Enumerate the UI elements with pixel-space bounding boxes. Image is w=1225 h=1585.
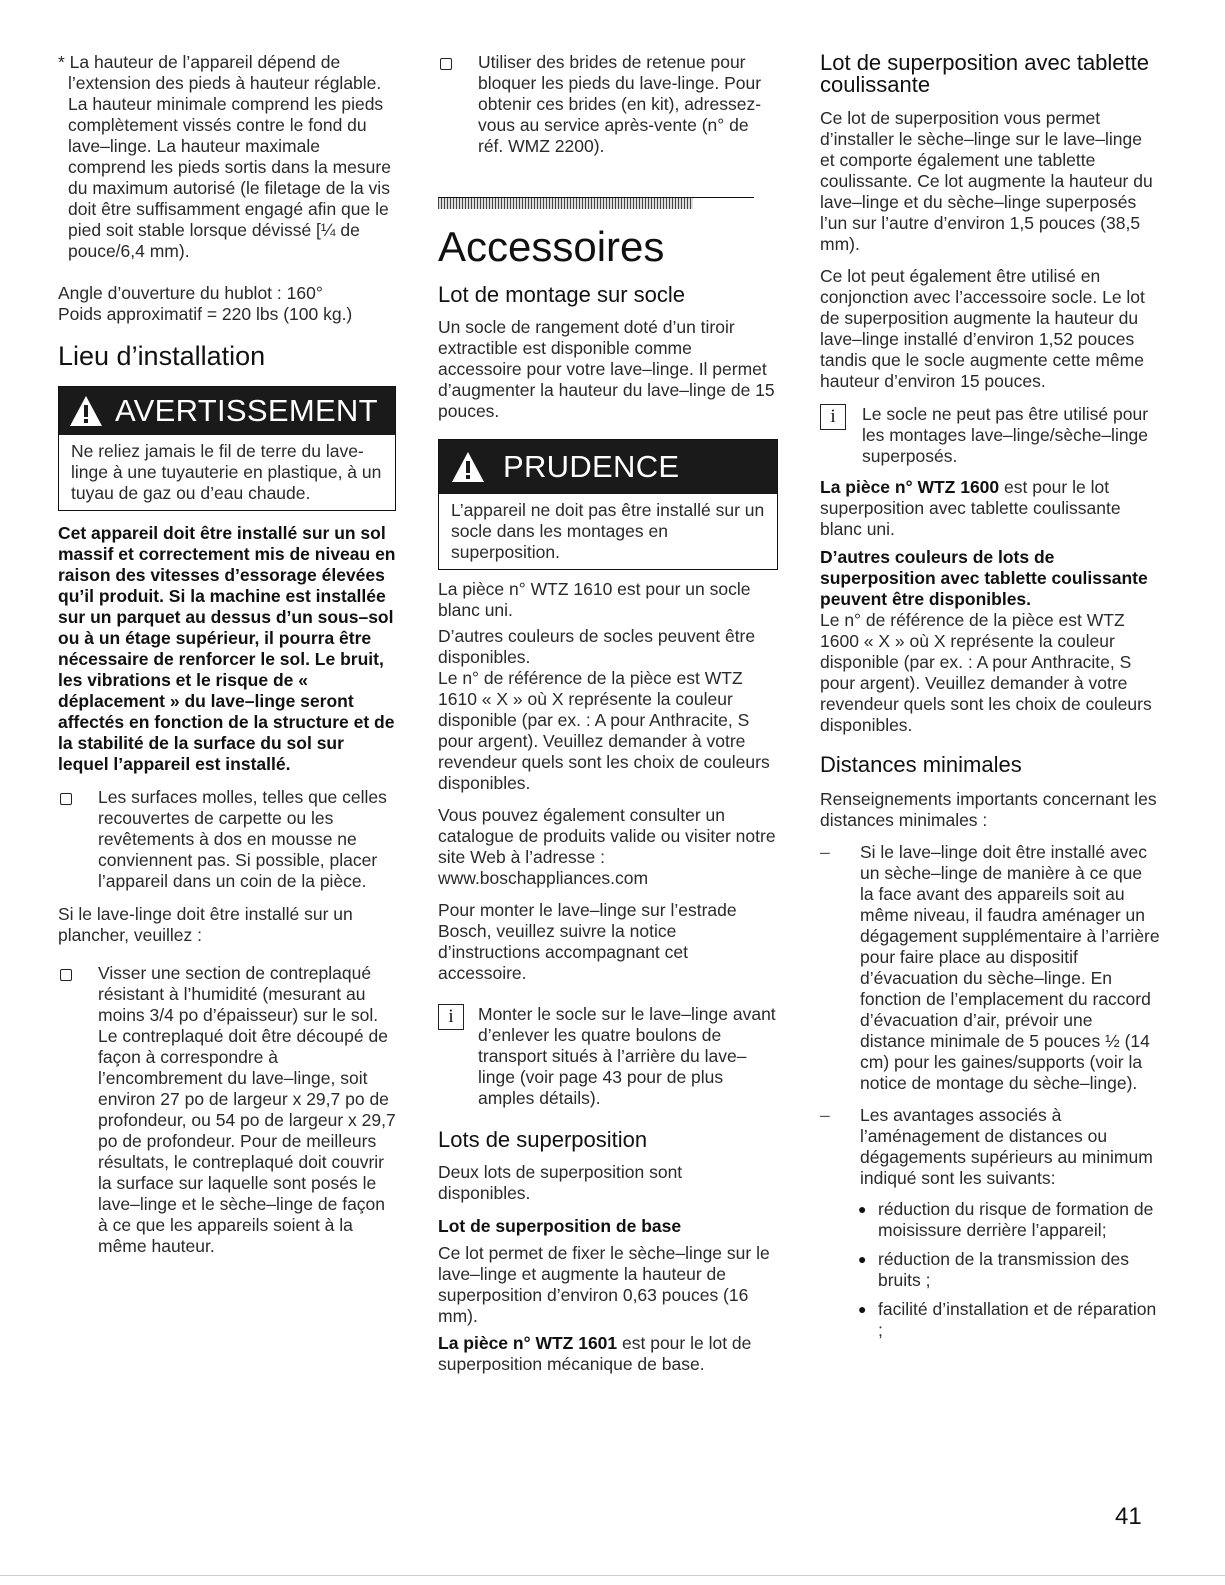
bullet-text: facilité d’installation et de réparation ;: [878, 1299, 1157, 1340]
subheading-basic-stacking-kit: Lot de superposition de base: [438, 1216, 682, 1236]
bullet-item: [858, 1199, 1160, 1241]
pedestal-text: Un socle de rangement doté d’un tiroir extractible est disponible comme accessoire pour votre lave–linge. Il permet d’augmenter la hauteur du lave–linge de 15 pouces.: [438, 317, 775, 421]
checkbox-item-soft-surfaces: [58, 787, 396, 892]
info-icon: i: [820, 404, 846, 430]
bullet-marker: ●: [858, 1251, 867, 1267]
divider-line: [438, 197, 754, 198]
caution-body: [439, 494, 777, 569]
floor-note: Si le lave-linge doit être installé sur un plancher, veuillez :: [58, 904, 353, 945]
door-angle-text: Angle d’ouverture du hublot : 160°: [58, 283, 323, 303]
caution-title: PRUDENCE: [503, 449, 680, 484]
height-footnote: * La hauteur de l’appareil dépend de l’extension des pieds à hauteur réglable. La hauteur minimale comprend les pieds complètement vissés contre le fond du lave–linge. La hauteur maximale comprend les pieds sortis dans la mesure du maximum autorisé (le filetage de la vis doit être suffisamment engagé afin que le pied soit stable lorsque dévissé [¼ de pouce/6,4 mm).: [58, 52, 391, 261]
column-left: [58, 52, 396, 1257]
warning-body: [59, 435, 395, 510]
bullet-item: [858, 1249, 1160, 1291]
checkbox-item-brackets: [438, 52, 778, 157]
stacking-kits-text: Deux lots de superposition sont disponibles.: [438, 1162, 683, 1203]
bullet-item: [858, 1299, 1160, 1341]
info-text: Monter le socle sur le lave–linge avant d’enlever les quatre boulons de transport situés à l’arrière du lave–linge (voir page 43 pour de plus amples détails).: [478, 1004, 776, 1108]
info-text: Le socle ne peut pas être utilisé pour les montages lave–linge/sèche–linge superposés.: [862, 404, 1149, 466]
installation-bold-paragraph: Cet appareil doit être installé sur un sol massif et correctement mis de niveau en raison des vitesses d’essorage élevées qu’il produit. Si la machine est installée sur un parquet au dessus d’un sous–sol ou à un étage supérieur, il pourra être nécessaire de renforcer le sol. Le bruit, les vibrations et le risque de « déplacement » du lave–linge seront affectés en fonction de la structure et de la stabilité de la surface du sol sur lequel l’appareil est installé.: [58, 523, 396, 774]
bullet-marker: ●: [858, 1201, 867, 1217]
bullet-text: réduction de la transmission des bruits ;: [878, 1249, 1129, 1290]
warning-triangle-icon: [69, 395, 103, 427]
mounting-text: Pour monter le lave–linge sur l’estrade Bosch, veuillez suivre la notice d’instructions accompagnant cet accessoire.: [438, 900, 737, 983]
part-wtz1610-text: La pièce n° WTZ 1610 est pour un socle blanc uni.: [438, 579, 751, 620]
warning-triangle-icon: [451, 451, 485, 483]
part-wtz1601-rest: est pour le lot de superposition mécanique de base.: [438, 1333, 752, 1374]
dash-marker: –: [820, 842, 830, 862]
checkbox-icon: [60, 793, 72, 805]
warning-box: [58, 386, 396, 511]
checkbox-text: Utiliser des brides de retenue pour bloquer les pieds du lave-linge. Pour obtenir ces brides (en kit), adressez-vous au service après-vente (n° de réf. WMZ 2200).: [478, 52, 762, 156]
stacking-pedestal-text: Ce lot peut également être utilisé en conjonction avec l’accessoire socle. Le lot de superposition augmente la hauteur du lave–linge installé d’environ 1,52 pouces tandis que le socle augmente cette même hauteur d’environ 15 pouces.: [820, 266, 1145, 391]
section-divider: [438, 197, 778, 209]
caution-text: L’appareil ne doit pas être installé sur un socle dans les montages en superposition.: [451, 500, 765, 562]
warning-title: AVERTISSEMENT: [115, 393, 378, 428]
pedestal-colors-text: D’autres couleurs de socles peuvent être disponibles. Le n° de référence de la pièce est WTZ 1610 « X » où X représente la couleur disponible (par ex. : A pour Anthracite, S pour argent). Veuillez demander à votre revendeur quels sont les choix de couleurs disponibles.: [438, 626, 770, 793]
bullet-text: réduction du risque de formation de moisissure derrière l’appareil;: [878, 1199, 1154, 1240]
section-heading-accessories: Accessoires: [438, 223, 665, 270]
stacking-colors-text: Le n° de référence de la pièce est WTZ 1600 « X » où X représente la couleur disponible (par ex. : A pour Anthracite, S pour argent). Veuillez demander à votre revendeur quels sont les choix de couleurs disponibles.: [820, 610, 1152, 735]
part-wtz1600-rest: est pour le lot superposition avec tablette coulissante blanc uni.: [820, 477, 1121, 539]
column-middle: [438, 52, 778, 1375]
subheading-stacking-kits: Lots de superposition: [438, 1127, 648, 1152]
info-note-stacking: [820, 404, 1160, 467]
dash-item-clearance: [820, 842, 1160, 1094]
basic-stacking-text: Ce lot permet de fixer le sèche–linge sur le lave–linge et augmente la hauteur de superposition d’environ 0,63 pouces (16 mm).: [438, 1243, 770, 1326]
stacking-colors-bold: D’autres couleurs de lots de superposition avec tablette coulissante peuvent être disponibles.: [820, 547, 1148, 609]
column-right: [820, 52, 1160, 1341]
divider-hatch: [438, 197, 693, 209]
part-wtz1600-label: La pièce n° WTZ 1600: [820, 477, 1000, 497]
catalog-text: Vous pouvez également consulter un catalogue de produits valide ou visiter notre site Web à l’adresse : www.boschappliances.com: [438, 805, 776, 888]
checkbox-text: Visser une section de contreplaqué résistant à l’humidité (mesurant au moins 3/4 po d’épaisseur) sur le sol. Le contreplaqué doit être découpé de façon à correspondre à l’encombrement du lave–linge, soit environ 27 po de largeur x 29,7 po de profondeur, ou 54 po de largeur x 29,7 po de profondeur. Pour de meilleurs résultats, le contreplaqué doit couvrir la surface sur laquelle sont posés le lave–linge et le sèche–linge de façon à ce que les appareils soient à la même hauteur.: [98, 963, 396, 1256]
checkbox-icon: [440, 58, 452, 70]
info-note-pedestal: [438, 1004, 778, 1109]
stacking-shelf-text: Ce lot de superposition vous permet d’installer le sèche–linge sur le lave–linge et comporte également une tablette coulissante. Ce lot augmente la hauteur du lave–linge et du sèche–linge superposés l’un sur l’autre d’environ 1,5 pouces (38,5 mm).: [820, 108, 1153, 254]
info-icon: i: [438, 1004, 464, 1030]
part-wtz1601-text: [438, 1333, 778, 1375]
warning-header: [59, 387, 395, 435]
subheading-minimum-distances: Distances minimales: [820, 752, 1022, 777]
weight-text: Poids approximatif = 220 lbs (100 kg.): [58, 304, 353, 324]
distances-intro: Renseignements importants concernant les distances minimales :: [820, 789, 1157, 830]
subheading-pedestal: Lot de montage sur socle: [438, 282, 686, 307]
checkbox-text: Les surfaces molles, telles que celles recouvertes de carpette ou les revêtements à dos en mousse ne conviennent pas. Si possible, placer l’appareil dans un coin de la pièce.: [98, 787, 387, 891]
bottom-rule: [0, 1575, 1225, 1576]
bullet-marker: ●: [858, 1301, 867, 1317]
section-heading-installation: Lieu d’installation: [58, 341, 266, 371]
caution-header: [439, 440, 777, 494]
checkbox-icon: [60, 969, 72, 981]
dash-text: Si le lave–linge doit être installé avec un sèche–linge de manière à ce que la face avant des appareils soit au même niveau, il faudra aménager un dégagement supplémentaire à l’arrière pour faire place au dispositif d’évacuation du sèche–linge. En fonction de l’emplacement du raccord d’évacuation d’air, prévoir une distance minimale de 5 pouces ½ (14 cm) pour les gaines/supports (voir la notice de montage du sèche–linge).: [860, 842, 1160, 1093]
page-number: 41: [1115, 1503, 1142, 1530]
dash-marker: –: [820, 1105, 830, 1125]
part-wtz1600-text: [820, 477, 1160, 540]
dash-item-advantages: [820, 1105, 1160, 1189]
checkbox-item-plywood: [58, 963, 396, 1257]
subheading-stacking-shelf: Lot de superposition avec tablette coulissante: [820, 50, 1150, 97]
caution-box: [438, 439, 778, 570]
warning-text: Ne reliez jamais le fil de terre du lave-linge à une tuyauterie en plastique, à un tuyau de gaz ou d’eau chaude.: [71, 441, 382, 503]
part-wtz1601-label: La pièce n° WTZ 1601: [438, 1333, 618, 1353]
dash-text: Les avantages associés à l’aménagement de distances ou dégagements supérieurs au minimum indiqué sont les suivants:: [860, 1105, 1153, 1188]
